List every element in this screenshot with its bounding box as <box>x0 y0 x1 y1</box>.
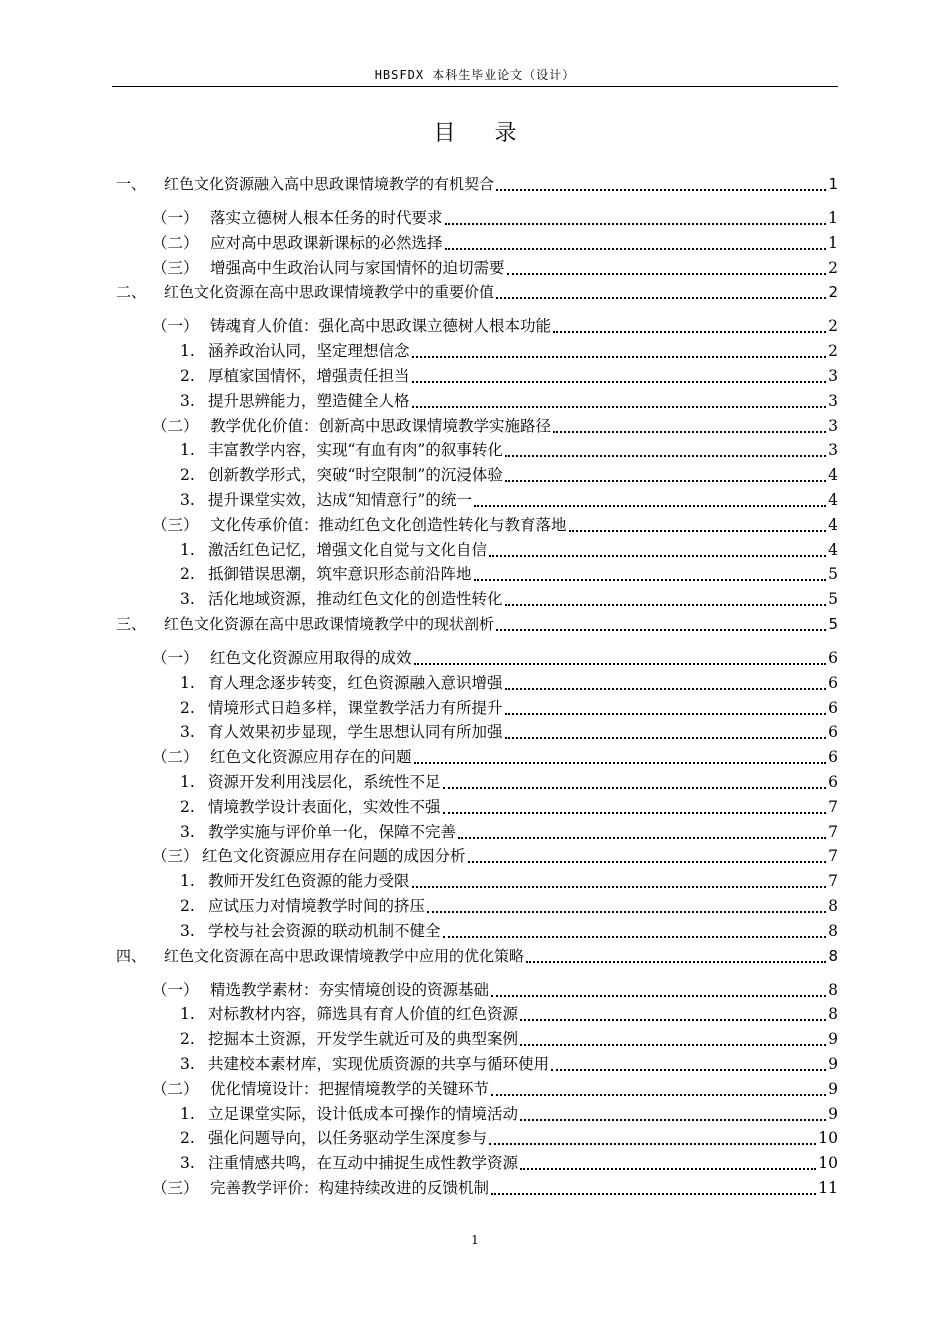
toc-entry-page: 8 <box>828 946 838 965</box>
toc-entry-page: 4 <box>828 540 838 559</box>
dot-leader <box>505 737 827 739</box>
toc-entry-number: 3. <box>180 491 195 509</box>
toc-entry-title: 完善教学评价：构建持续改进的反馈机制 <box>210 1179 490 1197</box>
dot-leader <box>443 787 827 789</box>
toc-entry-number: （三） <box>152 847 199 866</box>
toc-entry-page: 8 <box>828 897 838 915</box>
toc-entry-page: 6 <box>828 698 838 717</box>
toc-entry-title: 文化传承价值：推动红色文化创造性转化与教育落地 <box>210 515 567 534</box>
dot-leader <box>474 579 827 581</box>
toc-entry-title: 优化情境设计：把握情境教学的关键环节 <box>210 1079 490 1098</box>
toc-entry-number: （一） <box>152 649 199 667</box>
toc-entry-number: （一） <box>152 980 199 999</box>
toc-entry-page: 2 <box>828 317 838 336</box>
toc-entry-page: 7 <box>828 797 838 816</box>
dot-leader <box>445 223 827 225</box>
dot-leader <box>496 629 826 631</box>
dot-leader <box>551 1069 826 1071</box>
toc-entry-title: 激活红色记忆，增强文化自觉与文化自信 <box>208 540 488 559</box>
toc-entry[interactable] <box>116 278 838 304</box>
toc-entry-title: 丰富教学内容，实现“有血有肉”的叙事转化 <box>208 441 503 460</box>
toc-entry[interactable] <box>180 1025 838 1051</box>
toc-entry[interactable] <box>180 917 838 943</box>
toc-entry-title: 铸魂育人价值：强化高中思政课立德树人根本功能 <box>210 317 552 336</box>
toc-entry-page: 5 <box>828 590 838 609</box>
toc-entry[interactable] <box>152 743 838 769</box>
toc-entry[interactable] <box>180 560 838 586</box>
toc-entry[interactable] <box>152 976 838 1002</box>
toc-entry-number: （二） <box>152 416 199 435</box>
toc-entry-page: 10 <box>818 1154 838 1173</box>
toc-entry-page: 7 <box>828 822 838 841</box>
dot-leader <box>496 297 826 299</box>
toc-entry-page: 9 <box>828 1104 838 1123</box>
toc-entry-title: 提升课堂实效，达成“知情意行”的统一 <box>208 491 472 509</box>
dot-leader <box>427 911 826 913</box>
toc-entry[interactable] <box>180 768 838 794</box>
toc-entry-page: 2 <box>828 283 838 302</box>
toc-entry-number: 2. <box>180 1129 195 1148</box>
toc-entry[interactable] <box>180 536 838 562</box>
toc-entry-number: 3. <box>180 590 195 609</box>
toc-entry-page: 1 <box>828 175 838 193</box>
toc-entry-page: 7 <box>828 872 838 891</box>
toc-entry-number: 3. <box>180 822 195 841</box>
toc-entry-number: 3. <box>180 391 195 410</box>
toc-entry-title: 共建校本素材库，实现优质资源的共享与循环使用 <box>208 1055 550 1073</box>
dot-leader <box>496 189 826 191</box>
toc-entry[interactable] <box>180 1100 838 1126</box>
dot-leader <box>412 886 827 888</box>
toc-entry[interactable] <box>180 793 838 819</box>
toc-entry[interactable] <box>152 412 838 438</box>
toc-entry-number: 1. <box>180 441 195 460</box>
toc-entry-number: 2. <box>180 797 195 816</box>
toc-entry[interactable] <box>180 585 838 611</box>
page-header: HBSFDX 本科生毕业论文（设计） <box>374 68 576 82</box>
toc-entry-number: 1. <box>180 1104 195 1123</box>
dot-leader <box>505 480 826 482</box>
toc-entry-title: 资源开发利用浅层化，系统性不足 <box>208 773 441 791</box>
toc-entry-page: 4 <box>828 491 838 509</box>
toc-entry-number: 1. <box>180 540 195 559</box>
toc-entry-page: 8 <box>828 921 838 940</box>
toc-entry-page: 5 <box>828 615 838 633</box>
toc-entry-title: 教师开发红色资源的能力受限 <box>208 872 410 891</box>
dot-leader <box>526 961 826 963</box>
dot-leader <box>489 555 826 557</box>
toc-entry-title: 红色文化资源在高中思政课情境教学中的重要价值 <box>164 283 495 302</box>
toc-entry-title: 立足课堂实际，设计低成本可操作的情境活动 <box>208 1104 519 1123</box>
dot-leader <box>468 861 827 863</box>
toc-entry-number: 2. <box>180 367 195 385</box>
dot-leader <box>414 762 827 764</box>
toc-entry-number: （二） <box>152 1079 199 1098</box>
toc-entry-title: 落实立德树人根本任务的时代要求 <box>210 209 443 227</box>
toc-entry-number: 一、 <box>116 175 147 193</box>
toc-entry-page: 7 <box>828 847 838 866</box>
toc-entry[interactable] <box>152 204 838 230</box>
toc-entry-page: 2 <box>828 258 838 277</box>
toc-entry-page: 6 <box>828 773 838 791</box>
dot-leader <box>443 812 827 814</box>
toc-entry-number: 2. <box>180 565 195 584</box>
dot-leader <box>505 604 827 606</box>
toc-entry-number: 2. <box>180 698 195 717</box>
dot-leader <box>553 431 826 433</box>
toc-entry[interactable] <box>152 312 838 338</box>
toc-entry-title: 创新教学形式，突破“时空限制”的沉浸体验 <box>208 466 503 485</box>
toc-entry-title: 学校与社会资源的联动机制不健全 <box>208 921 441 940</box>
toc-entry-number: 3. <box>180 723 195 742</box>
toc-entry-number: （三） <box>152 515 199 534</box>
toc-entry[interactable] <box>180 436 838 462</box>
toc-entry-page: 5 <box>828 565 838 584</box>
toc-entry[interactable] <box>152 254 838 280</box>
toc-entry-number: 1. <box>180 1005 195 1024</box>
toc-entry[interactable] <box>180 362 838 388</box>
toc-entry-title: 应试压力对情境教学时间的挤压 <box>208 897 426 915</box>
toc-entry-title: 活化地域资源，推动红色文化的创造性转化 <box>208 590 503 609</box>
dot-leader <box>520 1019 826 1021</box>
toc-entry-title: 育人效果初步显现，学生思想认同有所加强 <box>208 723 503 742</box>
toc-entry-title: 挖掘本土资源，开发学生就近可及的典型案例 <box>208 1030 519 1049</box>
toc-entry-title: 注重情感共鸣，在互动中捕捉生成性教学资源 <box>208 1154 519 1173</box>
toc-entry-page: 6 <box>828 748 838 767</box>
toc-entry-page: 1 <box>828 233 838 252</box>
toc-entry-page: 8 <box>828 1005 838 1024</box>
toc-entry[interactable] <box>180 387 838 413</box>
dot-leader <box>414 663 827 665</box>
dot-leader <box>491 1193 816 1195</box>
dot-leader <box>505 713 827 715</box>
toc-entry-title: 提升思辨能力，塑造健全人格 <box>208 391 410 410</box>
toc-entry-page: 3 <box>828 441 838 460</box>
dot-leader <box>569 530 827 532</box>
toc-entry-title: 红色文化资源在高中思政课情境教学中的现状剖析 <box>164 615 495 633</box>
toc-entry-page: 6 <box>828 673 838 692</box>
toc-entry-page: 4 <box>828 515 838 534</box>
toc-entry-title: 精选教学素材：夯实情境创设的资源基础 <box>210 980 490 999</box>
toc-entry[interactable] <box>152 842 838 868</box>
toc-entry-page: 11 <box>818 1179 838 1197</box>
toc-entry[interactable] <box>180 1000 838 1026</box>
toc-entry[interactable] <box>180 1149 838 1175</box>
dot-leader <box>491 1094 826 1096</box>
toc-entry-page: 6 <box>828 723 838 742</box>
toc-entry-page: 6 <box>828 649 838 667</box>
toc-entry[interactable] <box>180 486 838 512</box>
dot-leader <box>520 1044 826 1046</box>
toc-entry-title: 教学优化价值：创新高中思政课情境教学实施路径 <box>210 416 552 435</box>
toc-entry-title: 厚植家国情怀，增强责任担当 <box>208 367 410 385</box>
toc-entry-title: 抵御错误思潮，筑牢意识形态前沿阵地 <box>208 565 472 584</box>
toc-entry[interactable] <box>180 1124 838 1150</box>
toc-entry-title: 育人理念逐步转变，红色资源融入意识增强 <box>208 673 503 692</box>
toc-entry[interactable] <box>180 461 838 487</box>
toc-entry-page: 3 <box>828 391 838 410</box>
dot-leader <box>507 273 827 275</box>
toc-entry-title: 对标教材内容，筛选具有育人价值的红色资源 <box>208 1005 519 1024</box>
toc-entry-number: 2. <box>180 1030 195 1049</box>
dot-leader <box>491 995 826 997</box>
dot-leader <box>445 248 827 250</box>
toc-entry-number: 三、 <box>116 615 147 633</box>
toc-entry-number: 1. <box>180 872 195 891</box>
toc-entry-page: 9 <box>828 1079 838 1098</box>
toc-entry-page: 4 <box>828 466 838 485</box>
toc-entry-title: 红色文化资源应用取得的成效 <box>210 649 412 667</box>
toc-entry-number: 2. <box>180 466 195 485</box>
toc-entry[interactable] <box>152 644 838 670</box>
toc-entry[interactable] <box>180 669 838 695</box>
toc-entry-title: 红色文化资源融入高中思政课情境教学的有机契合 <box>164 175 495 193</box>
dot-leader <box>553 331 826 333</box>
toc-entry-title: 红色文化资源应用存在问题的成因分析 <box>202 847 466 866</box>
dot-leader <box>412 356 827 358</box>
toc-entry-page: 10 <box>818 1129 838 1148</box>
toc-entry[interactable] <box>180 867 838 893</box>
dot-leader <box>412 381 827 383</box>
header-rule <box>112 86 838 87</box>
toc-entry-number: 3. <box>180 921 195 940</box>
toc-entry[interactable] <box>180 892 838 918</box>
toc-entry-number: 3. <box>180 1055 195 1073</box>
toc-entry-number: 2. <box>180 897 195 915</box>
toc-entry-number: 二、 <box>116 283 147 302</box>
toc-entry[interactable] <box>180 694 838 720</box>
dot-leader <box>458 837 826 839</box>
toc-entry-page: 3 <box>828 416 838 435</box>
toc-entry-title: 情境形式日趋多样，课堂教学活力有所提升 <box>208 698 503 717</box>
toc-entry-number: （二） <box>152 748 199 767</box>
toc-entry[interactable] <box>152 1075 838 1101</box>
toc-entry[interactable] <box>116 942 838 968</box>
dot-leader <box>520 1168 816 1170</box>
dot-leader <box>443 936 827 938</box>
dot-leader <box>505 455 826 457</box>
toc-entry-number: （一） <box>152 317 199 336</box>
toc-entry-number: （三） <box>152 1179 199 1197</box>
toc-entry[interactable] <box>180 337 838 363</box>
dot-leader <box>520 1119 826 1121</box>
dot-leader <box>474 505 826 507</box>
toc-entry-number: 1. <box>180 773 195 791</box>
dot-leader <box>505 688 827 690</box>
toc-entry-title: 情境教学设计表面化，实效性不强 <box>208 797 441 816</box>
toc-entry-title: 教学实施与评价单一化，保障不完善 <box>208 822 457 841</box>
toc-entry-number: （二） <box>152 233 199 252</box>
toc-entry[interactable] <box>180 818 838 844</box>
toc-entry[interactable] <box>152 1174 838 1200</box>
toc-entry-number: 1. <box>180 673 195 692</box>
toc-entry-page: 3 <box>828 367 838 385</box>
toc-entry-number: 3. <box>180 1154 195 1173</box>
toc-entry[interactable] <box>152 229 838 255</box>
toc-entry[interactable] <box>180 1050 838 1076</box>
toc-entry[interactable] <box>116 610 838 636</box>
toc-entry-number: 四、 <box>116 946 147 965</box>
toc-entry-title: 红色文化资源在高中思政课情境教学中应用的优化策略 <box>164 946 525 965</box>
toc-entry-page: 9 <box>828 1030 838 1049</box>
toc-entry[interactable] <box>152 511 838 537</box>
dot-leader <box>412 406 827 408</box>
toc-entry-title: 增强高中生政治认同与家国情怀的迫切需要 <box>210 258 505 277</box>
toc-entry-number: （三） <box>152 258 199 277</box>
toc-entry-title: 涵养政治认同，坚定理想信念 <box>208 342 410 361</box>
toc-entry-page: 9 <box>828 1055 838 1073</box>
toc-entry-number: （一） <box>152 209 199 227</box>
toc-entry-page: 1 <box>828 209 838 227</box>
toc-entry-page: 2 <box>828 342 838 361</box>
toc-entry[interactable] <box>180 718 838 744</box>
toc-entry-title: 应对高中思政课新课标的必然选择 <box>210 233 443 252</box>
toc-entry-title: 强化问题导向，以任务驱动学生深度参与 <box>208 1129 488 1148</box>
toc-title: 目 录 <box>433 121 533 146</box>
toc-entry-page: 8 <box>828 980 838 999</box>
dot-leader <box>489 1143 816 1145</box>
toc-entry[interactable] <box>116 170 838 196</box>
page-number: 1 <box>471 1233 479 1247</box>
toc-entry-title: 红色文化资源应用存在的问题 <box>210 748 412 767</box>
toc-entry-number: 1. <box>180 342 195 361</box>
